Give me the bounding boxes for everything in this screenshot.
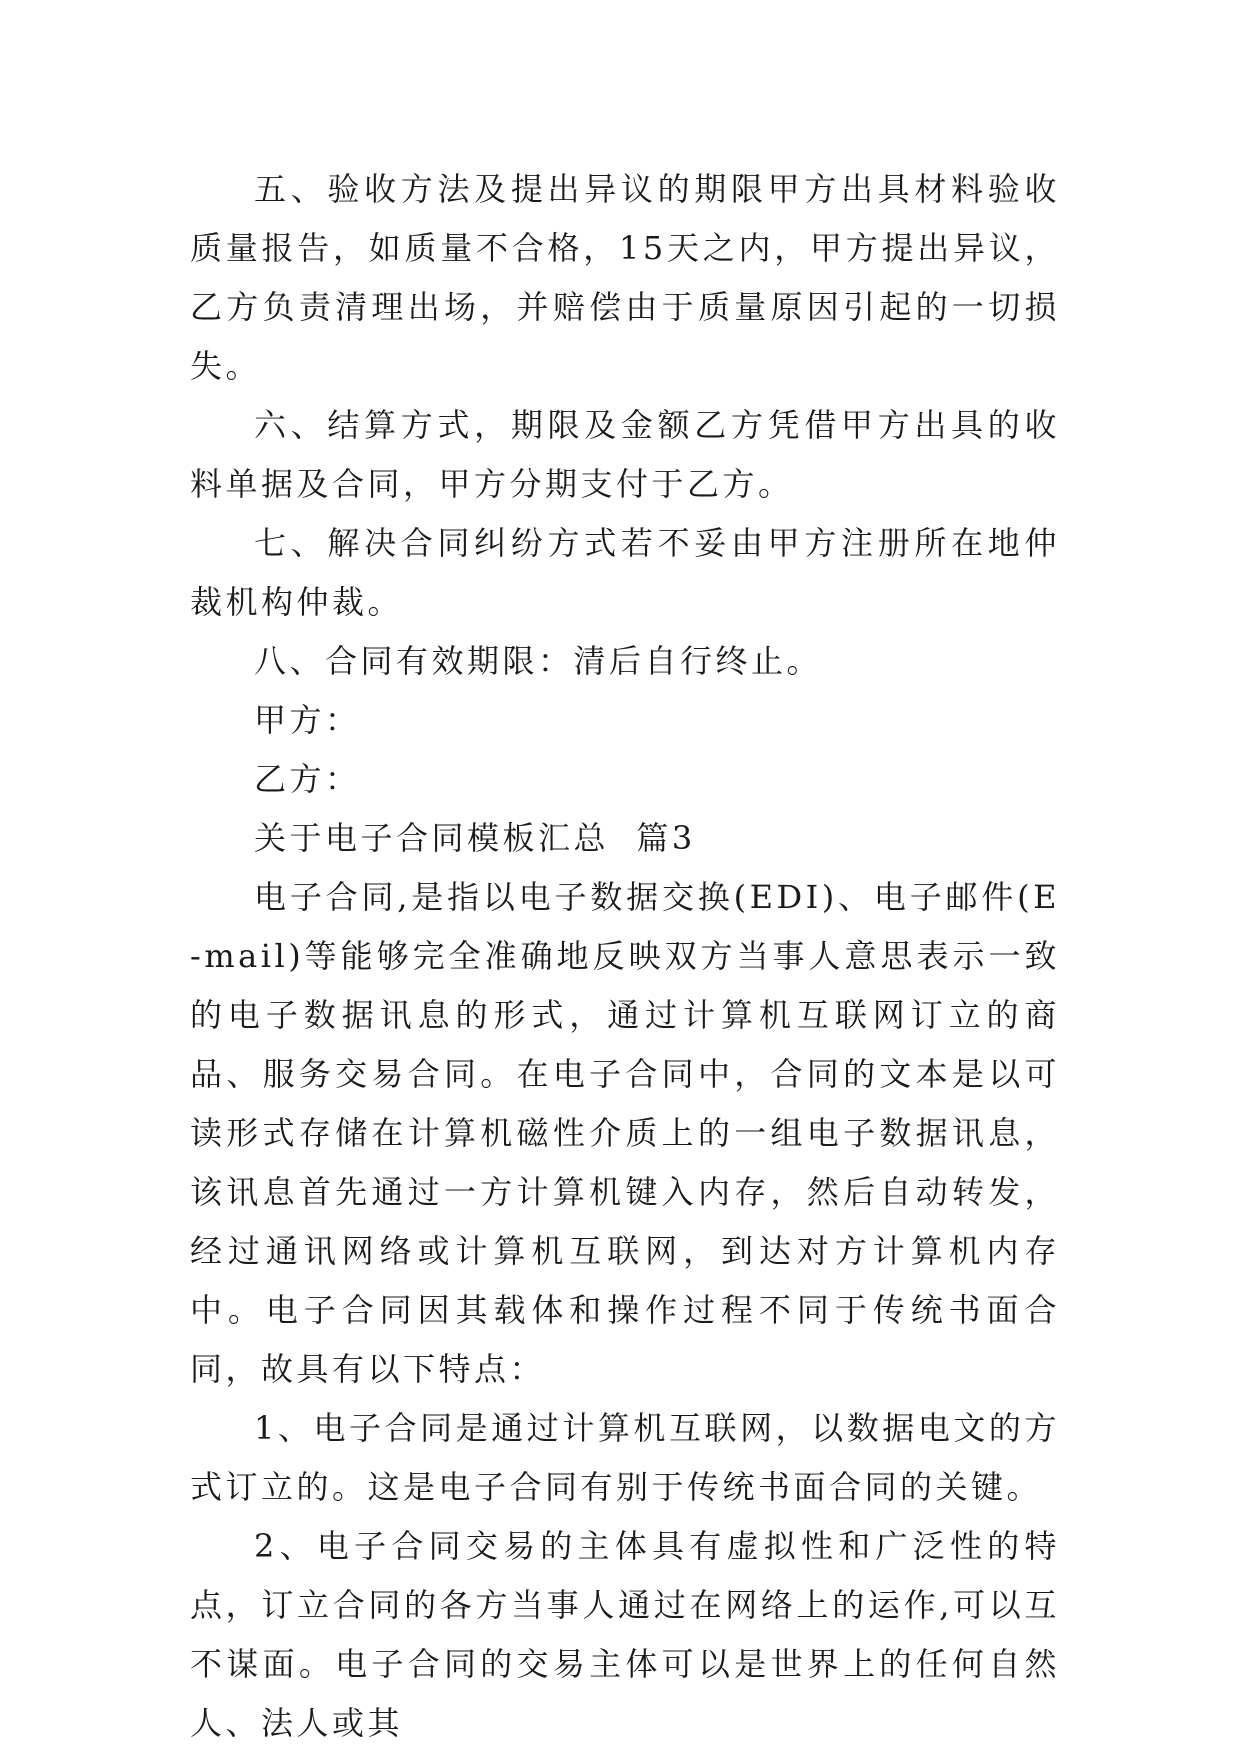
point-1-paragraph: 1、电子合同是通过计算机互联网，以数据电文的方式订立的。这是电子合同有别于传统书面合同的关键。 [190, 1409, 1060, 1506]
point-2-paragraph: 2、电子合同交易的主体具有虚拟性和广泛性的特点，订立合同的各方当事人通过在网络上的运作,可以互不谋面。电子合同的交易主体可以是世界上的任何自然人、法人或其 [190, 1527, 1060, 1742]
intro-paragraph: 电子合同,是指以电子数据交换(EDI)、电子邮件(E-mail)等能够完全准确地反映双方当事人意思表示一致的电子数据讯息的形式，通过计算机互联网订立的商品、服务交易合同。在电子合同中，合同的文本是以可读形式存储在计算机磁性介质上的一组电子数据讯息，该讯息首先通过一方计算机键入内存，然后自动转发，经过通讯网络或计算机互联网，到达对方计算机内存中。电子合同因其载体和操作过程不同于传统书面合同，故具有以下特点： [190, 878, 1060, 1388]
clause-5-paragraph: 五、验收方法及提出异议的期限甲方出具材料验收质量报告，如质量不合格，15天之内，甲方提出异议，乙方负责清理出场，并赔偿由于质量原因引起的一切损失。 [190, 170, 1060, 385]
party-a-label: 甲方： [254, 701, 361, 739]
party-b-label: 乙方： [254, 760, 361, 798]
section-title: 关于电子合同模板汇总 篇3 [254, 819, 696, 857]
clause-8-paragraph: 八、合同有效期限：清后自行终止。 [254, 642, 823, 680]
document-page [190, 160, 1060, 1753]
clause-7-paragraph: 七、解决合同纠纷方式若不妥由甲方注册所在地仲裁机构仲裁。 [190, 524, 1060, 621]
clause-6-paragraph: 六、结算方式，期限及金额乙方凭借甲方出具的收料单据及合同，甲方分期支付于乙方。 [190, 406, 1060, 503]
